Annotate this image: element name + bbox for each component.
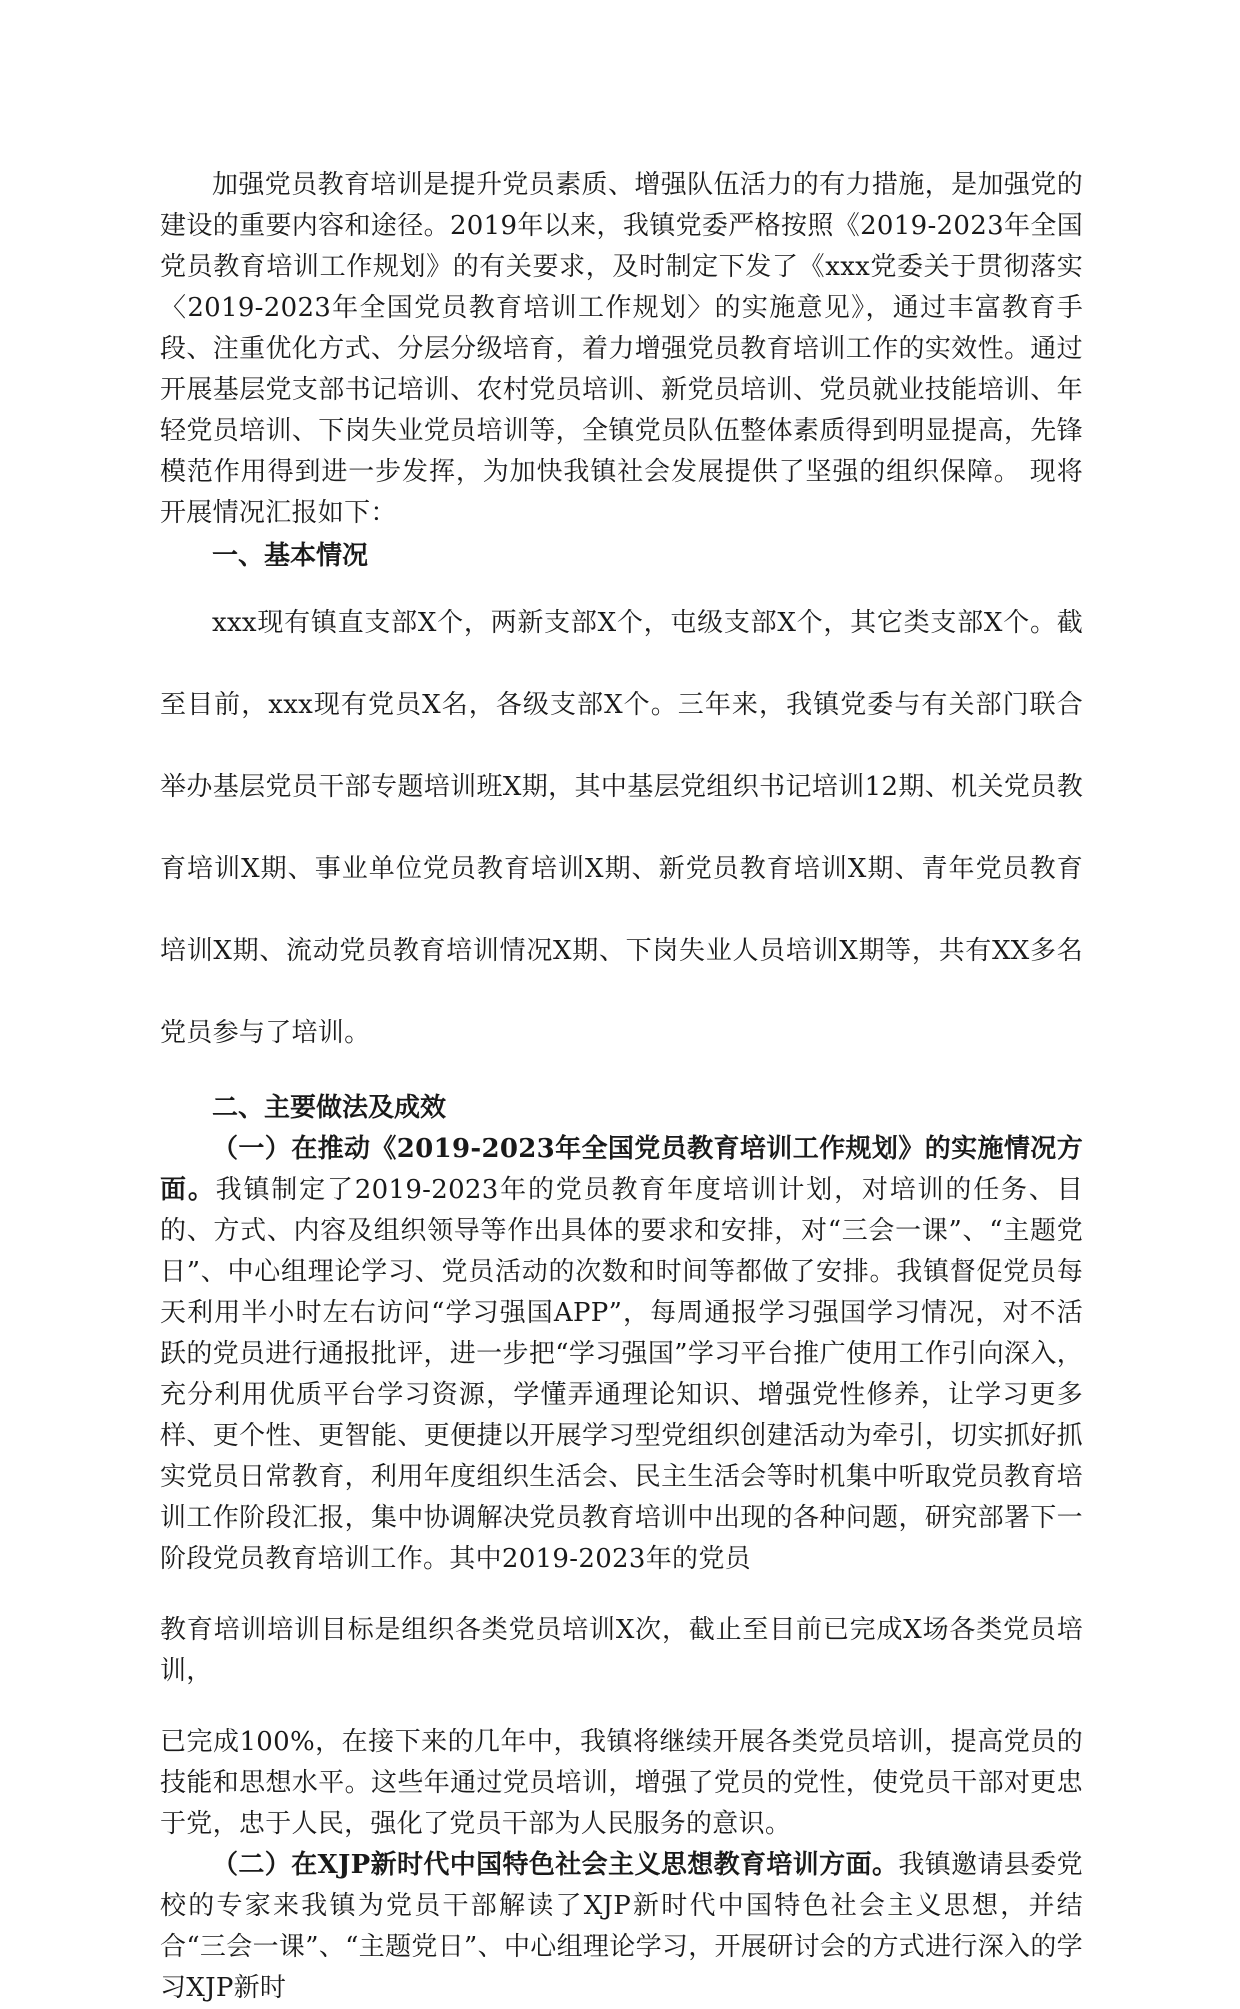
subsection-1-title: （一）在推动《2019-2023年全国党员教育培训工作规划》的实施情况方面。 xyxy=(160,1134,1083,1205)
subsection-1-body: 我镇制定了2019-2023年的党员教育年度培训计划，对培训的任务、目的、方式、内容及组织领导等作出具体的要求和安排，对“三会一课”、“主题党日”、中心组理论学习、党员活动的次数和时间等都做了安排。我镇督促党员每天利用半小时左右访问“学习强国APP”，每周通报学习强国学习情况，对不活跃的党员进行通报批评，进一步把“学习强国”学习平台推广使用工作引向深入，充分利用优质平台学习资源，学懂弄通理论知识、增强党性修养，让学习更多样、更个性、更智能、更便捷以开展学习型党组织创建活动为牵引，切实抓好抓实党员日常教育，利用年度组织生活会、民主生活会等时机集中听取党员教育培训工作阶段汇报，集中协调解决党员教育培训中出现的各种问题，研究部署下一阶段党员教育培训工作。其中2019-2023年的党员 xyxy=(160,1175,1083,1574)
basic-situation-paragraph: xxx现有镇直支部X个，两新支部X个，屯级支部X个，其它类支部X个。截至目前，xxx现有党员X名，各级支部X个。三年来，我镇党委与有关部门联合举办基层党员干部专题培训班X期，其中基层党组织书记培训12期、机关党员教育培训X期、事业单位党员教育培训X期、新党员教育培训X期、青年党员教育培训X期、流动党员教育培训情况X期、下岗失业人员培训X期等，共有XX多名党员参与了培训。 xyxy=(160,608,1083,1048)
subsection-2-paragraph xyxy=(160,1845,1083,2009)
subsection-1-body-continued: 已完成100%，在接下来的几年中，我镇将继续开展各类党员培训，提高党员的技能和思想水平。这些年通过党员培训，增强了党员的党性，使党员干部对更忠于党，忠于人民，强化了党员干部为人民服务的意识。 xyxy=(160,1727,1083,1839)
intro-paragraph: 加强党员教育培训是提升党员素质、增强队伍活力的有力措施，是加强党的建设的重要内容和途径。2019年以来，我镇党委严格按照《2019-2023年全国党员教育培训工作规划》的有关要求，及时制定下发了《xxx党委关于贯彻落实〈2019-2023年全国党员教育培训工作规划〉的实施意见》，通过丰富教育手段、注重优化方式、分层分级培育，着力增强党员教育培训工作的实效性。通过开展基层党支部书记培训、农村党员培训、新党员培训、党员就业技能培训、年轻党员培训、下岗失业党员培训等，全镇党员队伍整体素质得到明显提高，先锋模范作用得到进一步发挥，为加快我镇社会发展提供了坚强的组织保障。 现将开展情况汇报如下： xyxy=(160,170,1083,528)
subsection-2-body: 我镇邀请县委党校的专家来我镇为党员干部解读了XJP新时代中国特色社会主义思想，并结合“三会一课”、“主题党日”、中心组理论学习，开展研讨会的方式进行深入的学习XJP新时 xyxy=(160,1850,1083,2003)
heading-basic-situation: 一、基本情况 xyxy=(212,541,369,571)
heading-main-practices: 二、主要做法及成效 xyxy=(212,1093,447,1123)
subsection-1-paragraph xyxy=(160,1129,1083,1580)
subsection-1-body-line: 教育培训培训目标是组织各类党员培训X次，截止至目前已完成X场各类党员培训， xyxy=(160,1615,1083,1686)
subsection-2-title: （二）在XJP新时代中国特色社会主义思想教育培训方面。 xyxy=(212,1850,899,1880)
